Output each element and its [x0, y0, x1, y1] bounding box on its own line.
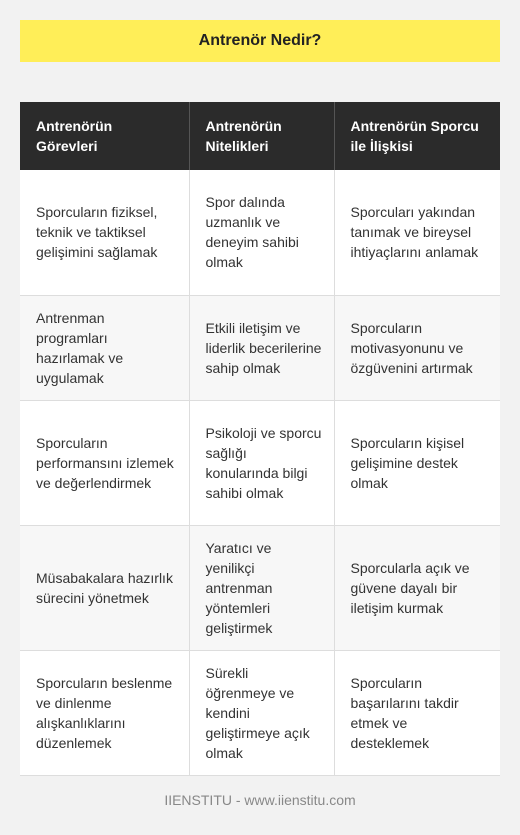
- table-cell: Sporcuları yakından tanımak ve bireysel ihtiyaçlarını anlamak: [334, 170, 500, 295]
- column-header-qualifications: Antrenörün Nitelikleri: [189, 102, 334, 170]
- column-header-duties: Antrenörün Görevleri: [20, 102, 189, 170]
- table-cell: Etkili iletişim ve liderlik becerilerine sahip olmak: [189, 295, 334, 400]
- footer-credit: IIENSTITU - www.iienstitu.com: [164, 792, 356, 808]
- table-cell: Sporcuların fiziksel, teknik ve taktiksel gelişimini sağlamak: [20, 170, 189, 295]
- table-row: [20, 650, 500, 775]
- table-cell: Sporcularla açık ve güvene dayalı bir iletişim kurmak: [334, 525, 500, 650]
- table-row: [20, 400, 500, 525]
- table-cell: Sporcuların performansını izlemek ve değerlendirmek: [20, 400, 189, 525]
- info-table: [20, 102, 500, 776]
- table-cell: Müsabakalara hazırlık sürecini yönetmek: [20, 525, 189, 650]
- page-title: Antrenör Nedir?: [198, 32, 322, 49]
- table-cell: Psikoloji ve sporcu sağlığı konularında bilgi sahibi olmak: [189, 400, 334, 525]
- table-cell: Sporcuların motivasyonunu ve özgüvenini artırmak: [334, 295, 500, 400]
- table-row: [20, 170, 500, 295]
- table-header-row: [20, 102, 500, 170]
- table-cell: Sporcuların kişisel gelişimine destek olmak: [334, 400, 500, 525]
- table-cell: Spor dalında uzmanlık ve deneyim sahibi olmak: [189, 170, 334, 295]
- table-cell: Yaratıcı ve yenilikçi antrenman yöntemleri geliştirmek: [189, 525, 334, 650]
- table-row: [20, 525, 500, 650]
- column-header-relationship: Antrenörün Sporcu ile İlişkisi: [334, 102, 500, 170]
- table-row: [20, 295, 500, 400]
- title-banner: [20, 20, 500, 62]
- table-cell: Sürekli öğrenmeye ve kendini geliştirmeye açık olmak: [189, 650, 334, 775]
- table-cell: Sporcuların başarılarını takdir etmek ve desteklemek: [334, 650, 500, 775]
- table-cell: Antrenman programları hazırlamak ve uygulamak: [20, 295, 189, 400]
- table-cell: Sporcuların beslenme ve dinlenme alışkanlıklarını düzenlemek: [20, 650, 189, 775]
